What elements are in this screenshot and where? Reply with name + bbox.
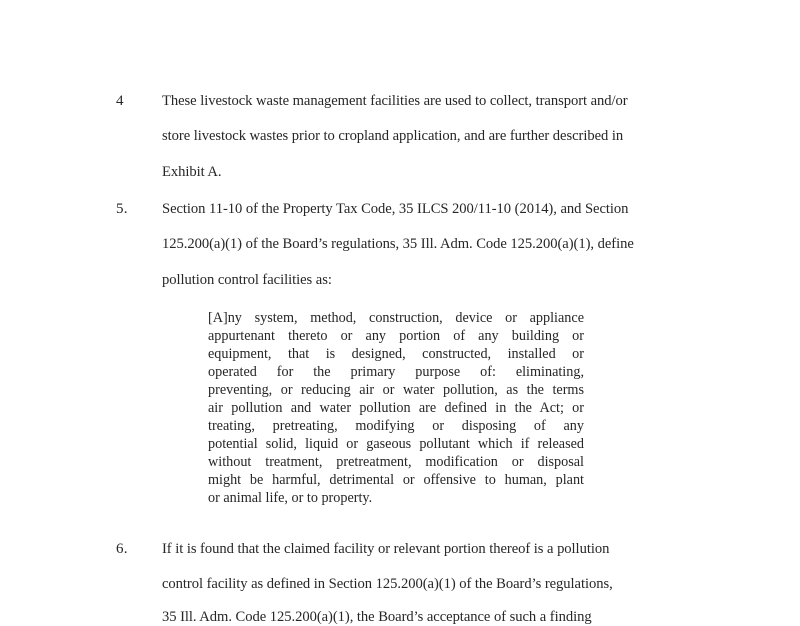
quote-line: appurtenant thereto or any portion of any building or xyxy=(208,328,584,344)
paragraph-number: 5. xyxy=(116,201,128,217)
paragraph-line: If it is found that the claimed facility or relevant portion thereof is a pollution xyxy=(162,541,610,557)
quote-line: preventing, or reducing air or water pollution, as the terms xyxy=(208,382,584,398)
quote-line: or animal life, or to property. xyxy=(208,490,373,506)
quote-line: might be harmful, detrimental or offensive to human, plant xyxy=(208,472,584,488)
quote-line: equipment, that is designed, constructed, installed or xyxy=(208,346,584,362)
paragraph-line: control facility as defined in Section 125.200(a)(1) of the Board’s regulations, xyxy=(162,576,613,592)
paragraph-number: 4 xyxy=(116,93,124,109)
paragraph-line: 35 Ill. Adm. Code 125.200(a)(1), the Board’s acceptance of such a finding xyxy=(162,609,592,625)
quote-line: [A]ny system, method, construction, device or appliance xyxy=(208,310,584,326)
paragraph-line: These livestock waste management facilities are used to collect, transport and/or xyxy=(162,93,628,109)
paragraph-line: Section 11-10 of the Property Tax Code, 35 ILCS 200/11-10 (2014), and Section xyxy=(162,201,629,217)
paragraph-line: pollution control facilities as: xyxy=(162,272,332,288)
quote-line: treating, pretreating, modifying or disposing of any xyxy=(208,418,584,434)
block-quote xyxy=(208,309,584,507)
paragraph-line: Exhibit A. xyxy=(162,164,222,180)
quote-line: without treatment, pretreatment, modification or disposal xyxy=(208,454,584,470)
quote-line: potential solid, liquid or gaseous pollutant which if released xyxy=(208,436,584,452)
paragraph-line: store livestock wastes prior to cropland application, and are further described in xyxy=(162,128,624,144)
paragraph-number: 6. xyxy=(116,541,128,557)
paragraph-line: 125.200(a)(1) of the Board’s regulations, 35 Ill. Adm. Code 125.200(a)(1), define xyxy=(162,236,634,252)
quote-line: air pollution and water pollution are defined in the Act; or xyxy=(208,400,584,416)
quote-line: operated for the primary purpose of: eliminating, xyxy=(208,364,584,380)
